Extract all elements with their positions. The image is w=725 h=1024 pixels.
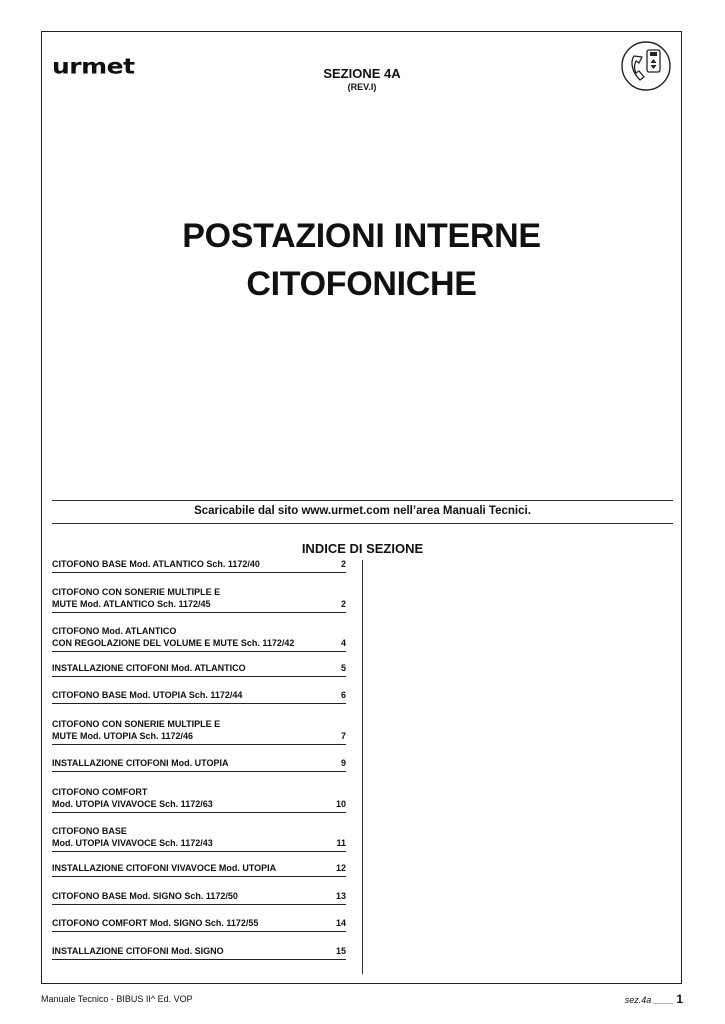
section-title: SEZIONE 4A: [323, 66, 401, 81]
toc-item: [52, 786, 346, 813]
toc-item-page: 11: [336, 838, 346, 848]
toc-divider: [362, 560, 363, 974]
toc-item: [52, 558, 346, 573]
main-title-line-1: POSTAZIONI INTERNE: [182, 217, 541, 255]
toc-item-title: CITOFONO COMFORT Mod. SIGNO Sch. 1172/55: [52, 918, 259, 928]
toc-item-title: CITOFONO COMFORT Mod. UTOPIA VIVAVOCE Sch. 1172/63: [52, 787, 213, 809]
toc-item-title: CITOFONO CON SONERIE MULTIPLE E MUTE Mod. UTOPIA Sch. 1172/46: [52, 719, 221, 741]
toc-item-page: 13: [335, 891, 346, 901]
toc-item-page: 6: [340, 690, 346, 700]
toc-item-page: 7: [340, 731, 346, 741]
toc-item: [52, 917, 346, 932]
footer-manual-title: Manuale Tecnico - BIBUS II^ Ed. VOP: [41, 994, 193, 1004]
urmet-logo: urmet: [52, 54, 135, 79]
toc-item-page: 2: [340, 559, 346, 569]
toc-item: [52, 718, 346, 745]
main-title: [41, 212, 682, 308]
toc-item-title: INSTALLAZIONE CITOFONI Mod. UTOPIA: [52, 758, 229, 768]
toc-item-title: CITOFONO BASE Mod. SIGNO Sch. 1172/50: [52, 891, 238, 901]
toc-item-page: 14: [335, 918, 346, 928]
footer-section-label: sez.4a ____: [624, 995, 674, 1005]
toc-item-page: 15: [335, 946, 346, 956]
toc-item: [52, 945, 346, 960]
toc-item-page: 2: [340, 599, 346, 609]
toc-item: [52, 862, 346, 877]
intercom-handset-icon: [620, 40, 672, 92]
toc-item-title: INSTALLAZIONE CITOFONI Mod. SIGNO: [52, 946, 224, 956]
main-title-line-2: CITOFONICHE: [246, 265, 477, 303]
toc-item: [52, 757, 346, 772]
toc-item: [52, 625, 346, 652]
toc-item-title: CITOFONO Mod. ATLANTICO CON REGOLAZIONE DEL VOLUME E MUTE Sch. 1172/42: [52, 626, 295, 648]
toc-item-page: 12: [335, 863, 346, 873]
download-text: Scaricabile dal sito www.urmet.com nell’area Manuali Tecnici.: [194, 505, 531, 517]
toc-item: [52, 689, 346, 704]
toc-item-title: CITOFONO BASE Mod. UTOPIA VIVAVOCE Sch. 1172/43: [52, 826, 213, 848]
toc-item-title: INSTALLAZIONE CITOFONI Mod. ATLANTICO: [52, 663, 246, 673]
footer-page-ref: [625, 992, 683, 1006]
index-title: INDICE DI SEZIONE: [301, 541, 424, 556]
download-notice: [52, 500, 673, 524]
toc-item-page: 9: [340, 758, 346, 768]
toc-item: [52, 825, 346, 852]
toc-item-page: 5: [340, 663, 346, 673]
toc-item: [52, 890, 346, 905]
toc-item-title: CITOFONO BASE Mod. ATLANTICO Sch. 1172/40: [52, 559, 260, 569]
toc-item-title: CITOFONO CON SONERIE MULTIPLE E MUTE Mod. ATLANTICO Sch. 1172/45: [52, 587, 221, 609]
toc-item-page: 10: [335, 799, 346, 809]
toc-item-title: CITOFONO BASE Mod. UTOPIA Sch. 1172/44: [52, 690, 243, 700]
toc-item-page: 4: [340, 638, 346, 648]
toc-item: [52, 662, 346, 677]
toc-item: [52, 586, 346, 613]
section-revision: (REV.I): [347, 82, 377, 92]
footer-page-number: 1: [676, 992, 683, 1006]
toc-item-title: INSTALLAZIONE CITOFONI VIVAVOCE Mod. UTOPIA: [52, 863, 277, 873]
